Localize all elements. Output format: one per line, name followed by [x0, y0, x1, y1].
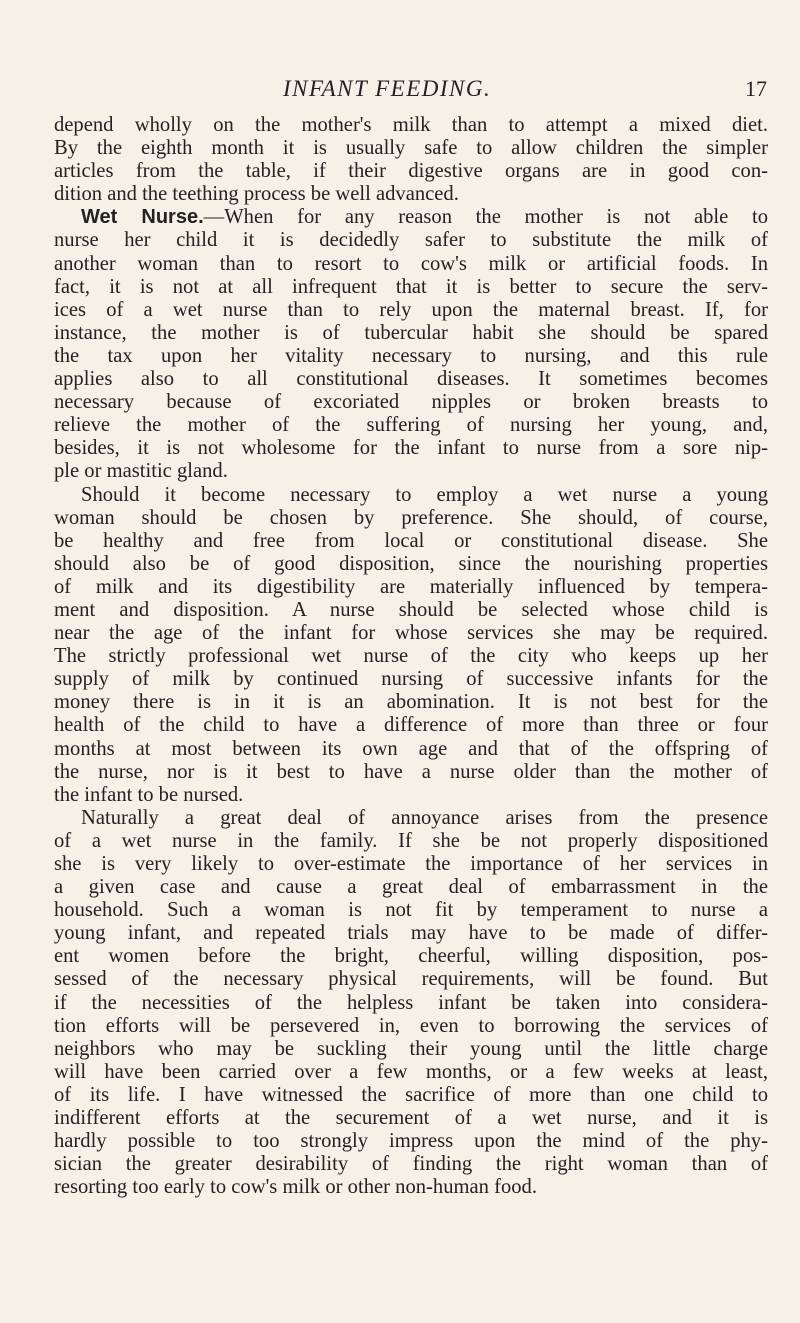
text-line: of milk and its digestibility are materially influenced by tempera-: [54, 575, 768, 598]
text-line: neighbors who may be suckling their young until the little charge: [54, 1037, 768, 1060]
text-line: ple or mastitic gland.: [54, 460, 228, 483]
text-line: Should it become necessary to employ a wet nurse a young: [81, 483, 768, 506]
page-header: [0, 76, 800, 110]
text-line: necessary because of excoriated nipples or broken breasts to: [54, 391, 768, 414]
text-line: health of the child to have a difference of more than three or four: [54, 714, 768, 737]
text-line: ent women before the bright, cheerful, willing disposition, pos-: [54, 945, 768, 968]
text-line: indifferent efforts at the securement of a wet nurse, and it is: [54, 1107, 768, 1130]
text-line: supply of milk by continued nursing of successive infants for the: [54, 668, 768, 691]
text-line: woman should be chosen by preference. She should, of course,: [54, 506, 768, 529]
text-line: the tax upon her vitality necessary to nursing, and this rule: [54, 344, 768, 367]
text-line: money there is in it is an abomination. It is not best for the: [54, 691, 768, 714]
text-line: if the necessities of the helpless infant be taken into considera-: [54, 991, 768, 1014]
text-line: ment and disposition. A nurse should be selected whose child is: [54, 598, 768, 621]
page-number: 17: [745, 76, 767, 101]
text-line: the nurse, nor is it best to have a nurse older than the mother of: [54, 760, 768, 783]
text-line: ices of a wet nurse than to rely upon the maternal breast. If, for: [54, 298, 768, 321]
text-line: sician the greater desirability of finding the right woman than of: [54, 1153, 768, 1176]
text-line: relieve the mother of the suffering of nursing her young, and,: [54, 414, 768, 437]
text-line: dition and the teething process be well advanced.: [54, 183, 459, 206]
text-line: Naturally a great deal of annoyance arises from the presence: [81, 806, 768, 829]
text-line: be healthy and free from local or constitutional disease. She: [54, 529, 768, 552]
text-line: fact, it is not at all infrequent that it is better to secure the serv-: [54, 275, 768, 298]
text-line: applies also to all constitutional diseases. It sometimes becomes: [54, 368, 768, 391]
text-line: tion efforts will be persevered in, even to borrowing the services of: [54, 1014, 768, 1037]
text-line: will have been carried over a few months, or a few weeks at least,: [54, 1060, 768, 1083]
text-line: resorting too early to cow's milk or other non-human food.: [54, 1176, 537, 1199]
section-heading-wet-nurse: Wet Nurse.: [81, 206, 204, 229]
text-line: The strictly professional wet nurse of the city who keeps up her: [54, 645, 768, 668]
text-line: hardly possible to too strongly impress upon the mind of the phy-: [54, 1130, 768, 1153]
text-line: near the age of the infant for whose services she may be required.: [54, 622, 768, 645]
text-line: depend wholly on the mother's milk than to attempt a mixed diet.: [54, 114, 768, 136]
text-line: articles from the table, if their digestive organs are in good con-: [54, 160, 768, 183]
text-line: nurse her child it is decidedly safer to substitute the milk of: [54, 229, 768, 252]
text-line: a given case and cause a great deal of embarrassment in the: [54, 876, 768, 899]
text-line: By the eighth month it is usually safe to allow children the simpler: [54, 137, 768, 160]
text-line: another woman than to resort to cow's milk or artificial foods. In: [54, 252, 768, 275]
text-line: of a wet nurse in the family. If she be not properly dispositioned: [54, 829, 768, 852]
text-line: should also be of good disposition, since the nourishing properties: [54, 552, 768, 575]
body-text: [54, 114, 768, 1199]
text-line: months at most between its own age and that of the offspring of: [54, 737, 768, 760]
text-line: household. Such a woman is not fit by temperament to nurse a: [54, 899, 768, 922]
section-start-line: [54, 206, 768, 229]
text-line: besides, it is not wholesome for the infant to nurse from a sore nip-: [54, 437, 768, 460]
running-title: INFANT FEEDING.: [283, 76, 492, 101]
text-line: —When for any reason the mother is not able to: [203, 206, 768, 229]
text-line: sessed of the necessary physical requirements, will be found. But: [54, 968, 768, 991]
text-line: of its life. I have witnessed the sacrifice of more than one child to: [54, 1083, 768, 1106]
text-line: she is very likely to over-estimate the importance of her services in: [54, 853, 768, 875]
text-line: the infant to be nursed.: [54, 783, 244, 806]
text-line: instance, the mother is of tubercular habit she should be spared: [54, 321, 768, 344]
text-line: young infant, and repeated trials may have to be made of differ-: [54, 922, 768, 945]
